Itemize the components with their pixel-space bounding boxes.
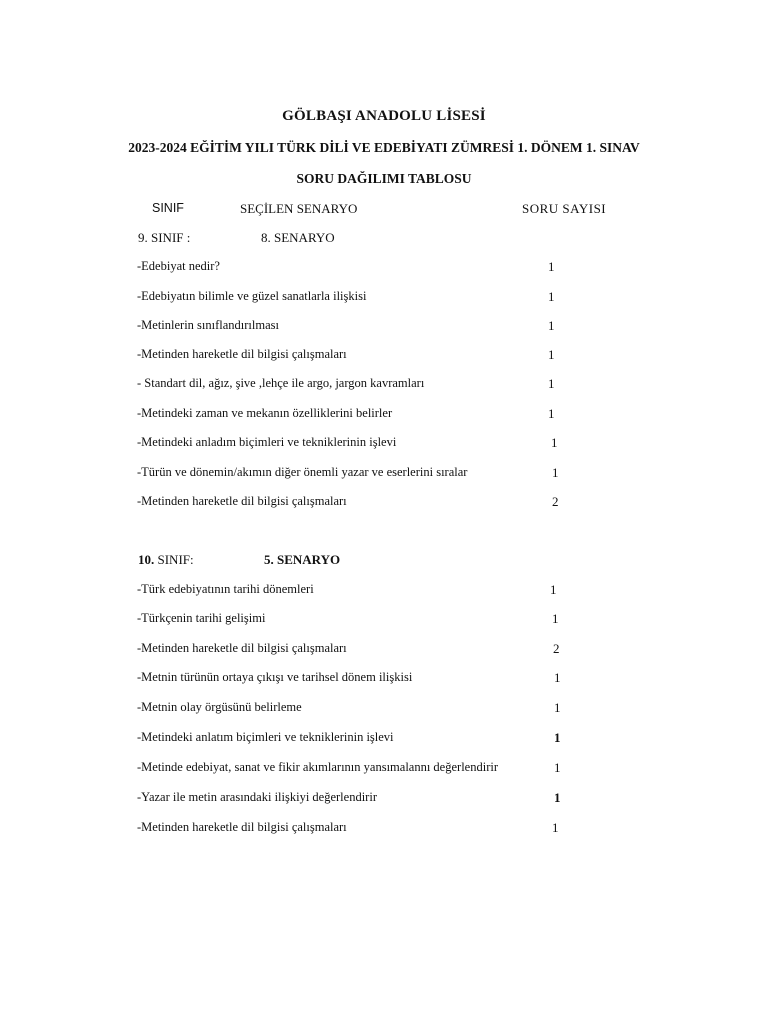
question-count: 1 — [552, 820, 559, 835]
grade-10-number: 10. — [138, 552, 155, 567]
table-row — [0, 760, 768, 780]
topic-text: -Metinlerin sınıflandırılması — [137, 318, 279, 332]
question-count: 1 — [552, 465, 559, 480]
grade-9-label: 9. SINIF : — [138, 230, 191, 245]
topic-text: -Metinden hareketle dil bilgisi çalışmaları — [137, 641, 347, 655]
topic-text: -Edebiyat nedir? — [137, 259, 220, 273]
table-row — [0, 611, 768, 631]
table-row — [0, 347, 768, 367]
table-row — [0, 641, 768, 661]
table-row — [0, 494, 768, 514]
table-row — [0, 730, 768, 750]
grade-9-scenario: 8. SENARYO — [261, 230, 335, 245]
document-subtitle: 2023-2024 EĞİTİM YILI TÜRK DİLİ VE EDEBİYATI ZÜMRESİ 1. DÖNEM 1. SINAV — [128, 140, 640, 155]
topic-text: -Metinde edebiyat, sanat ve fikir akımlarının yansımalannı değerlendirir — [137, 760, 498, 774]
topic-text: -Türkçenin tarihi gelişimi — [137, 611, 266, 625]
question-count: 1 — [548, 318, 555, 333]
table-row — [0, 406, 768, 426]
table-row — [0, 465, 768, 485]
topic-text: -Metinden hareketle dil bilgisi çalışmaları — [137, 347, 347, 361]
topic-text: -Metinden hareketle dil bilgisi çalışmaları — [137, 820, 347, 834]
question-count: 1 — [550, 582, 557, 597]
topic-text: -Metnin türünün ortaya çıkışı ve tarihsel dönem ilişkisi — [137, 670, 413, 684]
topic-text: -Edebiyatın bilimle ve güzel sanatlarla ilişkisi — [137, 289, 367, 303]
topic-text: -Türk edebiyatının tarihi dönemleri — [137, 582, 314, 596]
question-count: 2 — [553, 641, 560, 656]
topic-text: -Metindeki anladım biçimleri ve tekniklerinin işlevi — [137, 435, 397, 449]
table-row — [0, 289, 768, 309]
topic-text: -Metnin olay örgüsünü belirleme — [137, 700, 302, 714]
question-count: 1 — [554, 790, 561, 805]
question-count: 1 — [554, 730, 561, 745]
topic-text: -Metinden hareketle dil bilgisi çalışmaları — [137, 494, 347, 508]
topic-text: -Metindeki anlatım biçimleri ve tekniklerinin işlevi — [137, 730, 394, 744]
question-count: 1 — [548, 406, 555, 421]
table-row — [0, 670, 768, 690]
topic-text: -Metindeki zaman ve mekanın özelliklerini belirler — [137, 406, 393, 420]
table-row — [0, 820, 768, 840]
topic-text: -Yazar ile metin arasındaki ilişkiyi değerlendirir — [137, 790, 377, 804]
table-row — [0, 582, 768, 602]
column-header-soru-sayisi: SORU SAYISI — [522, 201, 607, 216]
grade-10-label — [138, 552, 194, 568]
topic-text: -Türün ve dönemin/akımın diğer önemli yazar ve eserlerini sıralar — [137, 465, 468, 479]
question-count: 1 — [548, 289, 555, 304]
question-count: 1 — [548, 376, 555, 391]
table-row — [0, 700, 768, 720]
question-count: 1 — [554, 760, 561, 775]
table-row — [0, 318, 768, 338]
question-count: 1 — [552, 611, 559, 626]
table-row — [0, 790, 768, 810]
question-count: 1 — [548, 347, 555, 362]
table-row — [0, 376, 768, 396]
grade-10-scenario: 5. SENARYO — [264, 552, 341, 567]
table-row — [0, 435, 768, 455]
question-count: 1 — [551, 435, 558, 450]
question-count: 1 — [554, 700, 561, 715]
column-header-senaryo: SEÇİLEN SENARYO — [240, 201, 358, 216]
question-count: 1 — [548, 259, 555, 274]
column-header-sinif: SINIF — [152, 201, 184, 215]
grade-10-label-text: SINIF: — [154, 552, 194, 567]
table-row — [0, 259, 768, 279]
school-name: GÖLBAŞI ANADOLU LİSESİ — [282, 108, 486, 124]
table-title: SORU DAĞILIMI TABLOSU — [296, 171, 472, 186]
question-count: 1 — [554, 670, 561, 685]
question-count: 2 — [552, 494, 559, 509]
topic-text: - Standart dil, ağız, şive ,lehçe ile argo, jargon kavramları — [137, 376, 425, 390]
